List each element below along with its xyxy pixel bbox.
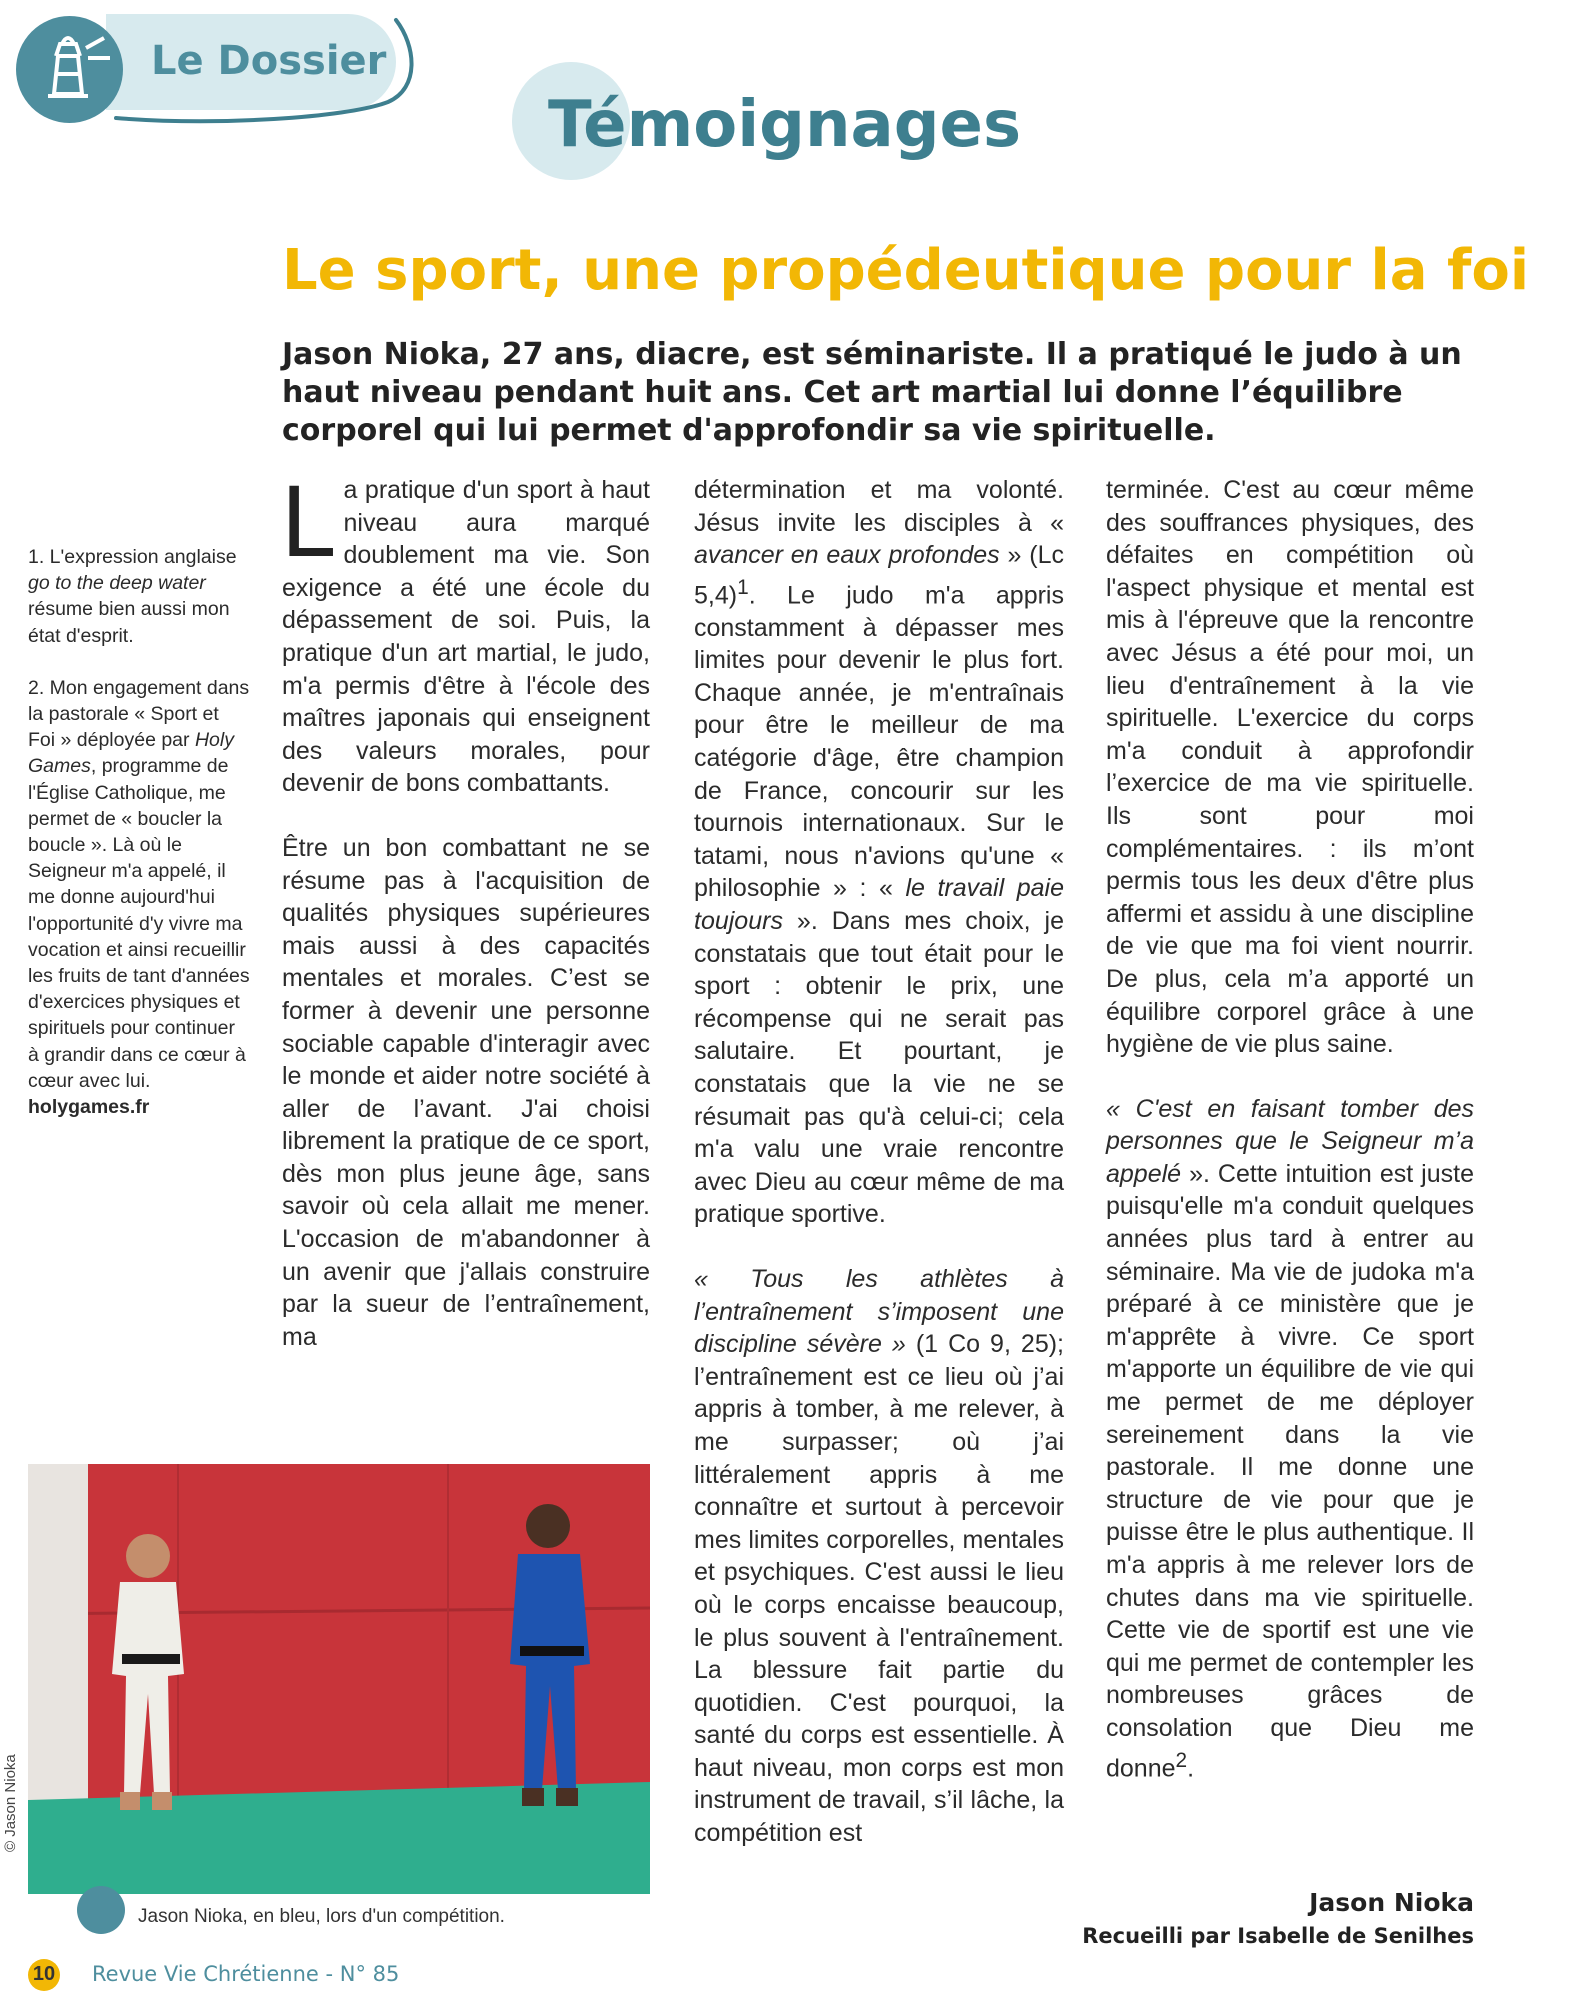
article-column-3 xyxy=(1106,474,1474,1784)
article-column-1 xyxy=(280,467,650,1353)
caption-dot xyxy=(77,1886,125,1934)
author-name: Jason Nioka xyxy=(1309,1888,1474,1917)
article-paragraph-1: La pratique d'un sport à haut niveau aura marqué doublement ma vie. Son exigence a été une école du dépassement de soi. Puis, la pratique d'un art martial, le judo, m'a permis d'être à l'école des maîtres japonais qui enseignent des valeurs morales, pour devenir de bons combattants. xyxy=(280,467,650,798)
article-paragraph-2: Être un bon combattant ne se résume pas à l'acquisition de qualités physiques supérieures mais aussi à des capacités mentales et morales. C’est se former à devenir une personne sociable capable d'interagir avec le monde et aider notre société à aller de l’avant. J'ai choisi librement la pratique de ce sport, dès mon plus jeune âge, sans savoir où cela allait me mener. L'occasion de m'abandonner à un avenir que j'allais construire par la sueur de l’entraînement, ma xyxy=(282,833,650,1351)
section-label: Le Dossier xyxy=(151,38,387,84)
footer-title: Revue Vie Chrétienne - N° 85 xyxy=(92,1962,400,1986)
page-number: 10 xyxy=(32,1963,56,1985)
footnote-2: 2. Mon engagement dans la pastorale « Sport et Foi » déployée par Holy Games, programme de l'Église Catholique, me permet de « boucler la boucle ». Là où le Seigneur m'a appelé, il me donne aujourd'hui l'opportunité d'y vivre ma vocation et ainsi recueillir les fruits de tant d'années d'exercices physiques et spirituels pour continuer à grandir dans ce cœur à cœur avec lui. holygames.fr xyxy=(28,676,250,1119)
article-paragraph-6: « C'est en faisant tomber des personnes que le Seigneur m’a appelé ». Cette intuition est juste puisqu'elle m'a conduit quelques années plus tard à entrer au séminaire. Ma vie de judoka m'a préparé à ce ministère que je m'apprête à vivre. Ce sport m'apporte un équilibre de vie qui me permet de me déployer sereinement dans la vie pastorale. Il me donne une structure de vie pour que je puisse être le plus authentique. Il m'a appris à me relever lors de chutes dans ma vie spirituelle. Cette vie de sportif est une vie qui me permet de contempler les nombreuses grâces de consolation que Dieu me donne$^2$. xyxy=(1106,1094,1474,1782)
lede: Jason Nioka, 27 ans, diacre, est séminariste. Il a pratiqué le judo à un haut niveau pendant huit ans. Cet art martial lui donne l’équilibre corporel qui lui permet d'approfondir sa vie spirituelle. xyxy=(282,337,1462,448)
collected-by: Recueilli par Isabelle de Senilhes xyxy=(1082,1924,1474,1948)
article-column-2 xyxy=(694,474,1064,1850)
drop-cap: L xyxy=(280,467,334,579)
signature xyxy=(1082,1886,1474,1952)
site-link[interactable]: holygames.fr xyxy=(28,1096,150,1119)
article-paragraph-5: terminée. C'est au cœur même des souffrances physiques, des défaites en compétition où l'aspect physique et mental est mis à l'épreuve que la rencontre avec Jésus a été pour moi, un lieu d'entraînement à la vie spirituelle. L'exercice du corps m'a conduit à approfondir l’exercice de ma vie spirituelle. Ils sont pour moi complémentaires. : ils m’ont permis tous les deux d'être plus affermi et assidu à une discipline de vie que ma foi vient nourrir. De plus, cela m’a apporté un équilibre corporel grâce à une hygiène de vie plus saine. xyxy=(1106,476,1474,1059)
section-badge xyxy=(16,6,401,124)
footnotes xyxy=(28,544,250,1146)
topic-title: Témoignages xyxy=(548,88,1022,162)
footnote-1: 1. L'expression anglaise go to the deep water résume bien aussi mon état d'esprit. xyxy=(28,546,237,647)
photo-caption: Jason Nioka, en bleu, lors d'un compétition. xyxy=(138,1906,505,1927)
article-paragraph-3: détermination et ma volonté. Jésus invite les disciples à « avancer en eaux profondes » (Lc 5,4)$^1$. Le judo m'a appris constamment à dépasser mes limites pour devenir le plus fort. Chaque année, je m'entraînais pour être le meilleur de ma catégorie d'âge, être champion de France, concourir sur les tournois internationaux. Sur le tatami, nous n'avions qu'une « philosophie » : « le travail paie toujours ». Dans mes choix, je constatais que tout était pour le sport : obtenir le prix, une récompense qui ne serait pas salutaire. Et pourtant, je constatais que la vie ne se résumait pas qu'à celui-ci; cela m'a valu une vraie rencontre avec Dieu au cœur même de ma pratique sportive. xyxy=(694,476,1064,1229)
judo-photo xyxy=(28,1464,650,1894)
headline: Le sport, une propédeutique pour la foi xyxy=(282,238,1530,303)
article-paragraph-4: « Tous les athlètes à l’entraînement s’imposent une discipline sévère » (1 Co 9, 25); l’entraînement est ce lieu où j’ai appris à tomber, à me relever, à me surpasser; où j’ai littéralement appris à me connaître et surtout à percevoir mes limites corporelles, mentales et psychiques. C'est aussi le lieu où le corps encaisse beaucoup, le plus souvent à l'entraînement. La blessure fait partie du quotidien. C'est pourquoi, la santé du corps est essentielle. À haut niveau, mon corps est mon instrument de travail, s’il lâche, la compétition est xyxy=(694,1264,1064,1848)
photo-credit: © Jason Nioka xyxy=(2,1754,19,1852)
